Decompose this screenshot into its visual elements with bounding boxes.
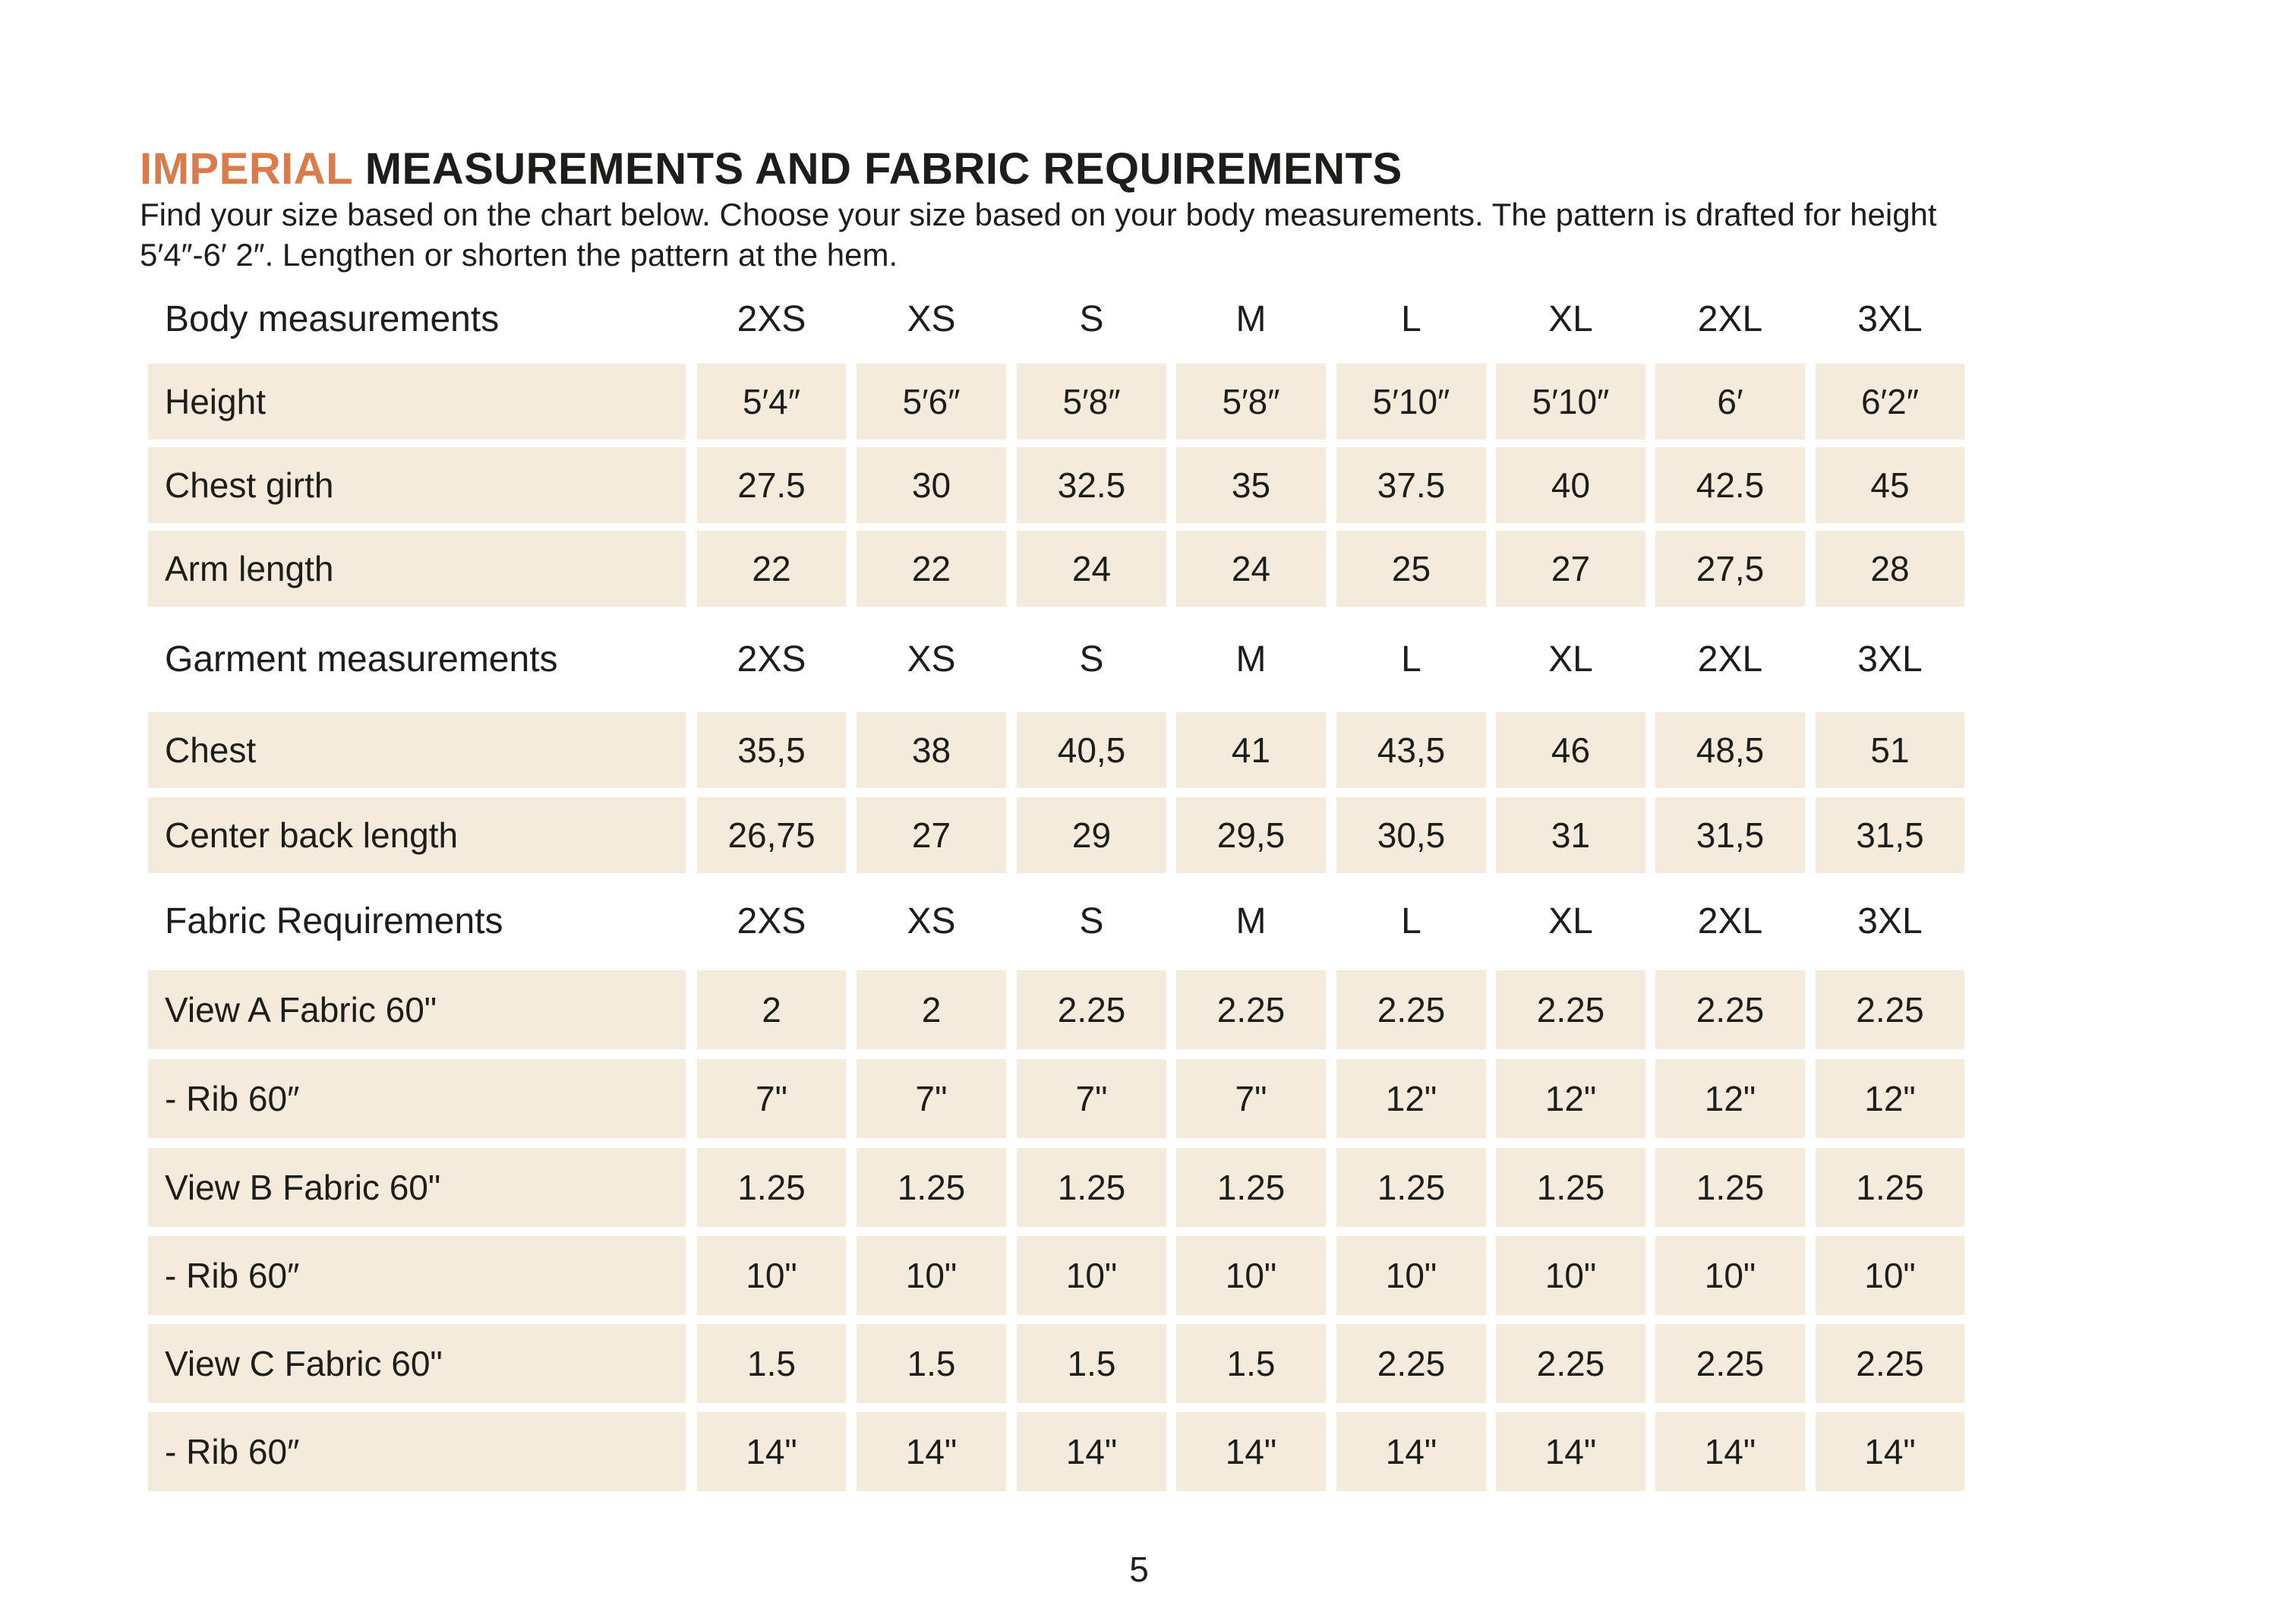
table-cell: 31,5 — [1816, 797, 1964, 873]
table-cell: 12" — [1655, 1059, 1805, 1138]
table-cell: 10" — [1176, 1236, 1326, 1315]
size-header: 2XL — [1697, 900, 1763, 941]
size-header: 3XL — [1857, 900, 1923, 941]
table-cell: 27 — [1496, 531, 1645, 607]
table-cell: 10" — [1017, 1236, 1166, 1315]
table-cell: 5′4″ — [697, 364, 846, 440]
title-rest: MEASUREMENTS AND FABRIC REQUIREMENTS — [352, 144, 1402, 194]
table-cell: 1.5 — [1017, 1324, 1166, 1403]
table-cell: 1.5 — [697, 1324, 846, 1403]
table-cell: 43,5 — [1336, 712, 1486, 788]
table-cell: 2.25 — [1655, 1324, 1805, 1403]
table-cell: 14" — [857, 1412, 1006, 1491]
row-label: Chest — [148, 712, 686, 788]
table-cell: 6′2″ — [1816, 364, 1964, 440]
section-heading: Body measurements — [165, 298, 500, 339]
table-cell: 37.5 — [1336, 447, 1486, 523]
table-cell: 1.25 — [697, 1148, 846, 1227]
size-header: 2XS — [737, 639, 806, 680]
row-label: - Rib 60″ — [148, 1412, 686, 1491]
table-cell: 46 — [1496, 712, 1645, 788]
table-cell: 1.25 — [1655, 1148, 1805, 1227]
table-cell: 1.5 — [1176, 1324, 1326, 1403]
table-cell: 14" — [1496, 1412, 1645, 1491]
row-label: View B Fabric 60" — [148, 1148, 686, 1227]
table-cell: 2 — [857, 970, 1006, 1049]
size-header: S — [1079, 298, 1104, 339]
intro-text — [140, 194, 2129, 273]
table-cell: 2.25 — [1017, 970, 1166, 1049]
size-header: L — [1401, 900, 1421, 941]
section-heading: Garment measurements — [165, 639, 558, 680]
size-header: S — [1079, 900, 1104, 941]
size-header: XL — [1548, 298, 1593, 339]
table-cell: 12" — [1816, 1059, 1964, 1138]
row-label: View C Fabric 60" — [148, 1324, 686, 1403]
table-cell: 1.25 — [857, 1148, 1006, 1227]
table-cell: 28 — [1816, 531, 1964, 607]
size-header: XS — [907, 900, 956, 941]
table-cell: 41 — [1176, 712, 1326, 788]
row-label: Arm length — [148, 531, 686, 607]
table-cell: 14" — [1336, 1412, 1486, 1491]
table-cell: 48,5 — [1655, 712, 1805, 788]
table-cell: 27 — [857, 797, 1006, 873]
table-cell: 2.25 — [1496, 970, 1645, 1049]
row-label: Chest girth — [148, 447, 686, 523]
row-label: Height — [148, 364, 686, 440]
table-cell: 24 — [1176, 531, 1326, 607]
table-cell: 32.5 — [1017, 447, 1166, 523]
table-cell: 1.25 — [1017, 1148, 1166, 1227]
table-cell: 10" — [857, 1236, 1006, 1315]
table-cell: 2.25 — [1496, 1324, 1645, 1403]
row-label: Center back length — [148, 797, 686, 873]
table-cell: 2.25 — [1655, 970, 1805, 1049]
table-cell: 22 — [857, 531, 1006, 607]
page-title — [140, 143, 1402, 196]
table-cell: 2.25 — [1816, 970, 1964, 1049]
table-cell: 10" — [1816, 1236, 1964, 1315]
table-cell: 29,5 — [1176, 797, 1326, 873]
table-cell: 5′10″ — [1496, 364, 1645, 440]
table-cell: 10" — [1496, 1236, 1645, 1315]
size-header: 2XS — [737, 900, 806, 941]
table-cell: 14" — [1017, 1412, 1166, 1491]
size-header: S — [1079, 639, 1104, 680]
table-cell: 1.25 — [1176, 1148, 1326, 1227]
size-header: M — [1235, 298, 1267, 339]
table-cell: 40,5 — [1017, 712, 1166, 788]
table-cell: 29 — [1017, 797, 1166, 873]
size-header: 3XL — [1857, 298, 1923, 339]
title-accent: IMPERIAL — [140, 144, 353, 194]
table-cell: 30,5 — [1336, 797, 1486, 873]
size-header: XL — [1548, 900, 1593, 941]
size-header: 2XS — [737, 298, 806, 339]
table-cell: 14" — [697, 1412, 846, 1491]
table-cell: 7" — [697, 1059, 846, 1138]
intro-line: Find your size based on the chart below. Choose your size based on your body measurements. The pattern is drafted for height — [140, 197, 1937, 232]
size-header: 3XL — [1857, 639, 1923, 680]
table-cell: 7" — [1017, 1059, 1166, 1138]
table-cell: 5′6″ — [857, 364, 1006, 440]
table-cell: 14" — [1655, 1412, 1805, 1491]
table-cell: 2.25 — [1176, 970, 1326, 1049]
table-cell: 2.25 — [1336, 970, 1486, 1049]
table-cell: 1.25 — [1496, 1148, 1645, 1227]
table-cell: 10" — [697, 1236, 846, 1315]
size-header: XS — [907, 639, 956, 680]
table-cell: 6′ — [1655, 364, 1805, 440]
table-cell: 45 — [1816, 447, 1964, 523]
table-cell: 35 — [1176, 447, 1326, 523]
size-header: XS — [907, 298, 956, 339]
table-cell: 7" — [857, 1059, 1006, 1138]
table-cell: 2 — [697, 970, 846, 1049]
table-cell: 5′10″ — [1336, 364, 1486, 440]
table-cell: 1.5 — [857, 1324, 1006, 1403]
row-label: - Rib 60″ — [148, 1236, 686, 1315]
table-cell: 27.5 — [697, 447, 846, 523]
table-cell: 2.25 — [1816, 1324, 1964, 1403]
table-cell: 35,5 — [697, 712, 846, 788]
size-header: M — [1235, 900, 1267, 941]
size-header: M — [1235, 639, 1267, 680]
table-cell: 2.25 — [1336, 1324, 1486, 1403]
table-cell: 5′8″ — [1176, 364, 1326, 440]
table-cell: 22 — [697, 531, 846, 607]
table-cell: 7" — [1176, 1059, 1326, 1138]
table-cell: 30 — [857, 447, 1006, 523]
size-header: XL — [1548, 639, 1593, 680]
table-cell: 31,5 — [1655, 797, 1805, 873]
table-cell: 26,75 — [697, 797, 846, 873]
table-cell: 25 — [1336, 531, 1486, 607]
table-cell: 31 — [1496, 797, 1645, 873]
row-label: View A Fabric 60" — [148, 970, 686, 1049]
row-label: - Rib 60″ — [148, 1059, 686, 1138]
size-header: L — [1401, 298, 1421, 339]
table-cell: 14" — [1816, 1412, 1964, 1491]
table-cell: 40 — [1496, 447, 1645, 523]
section-heading: Fabric Requirements — [165, 900, 503, 941]
table-cell: 24 — [1017, 531, 1166, 607]
table-cell: 10" — [1655, 1236, 1805, 1315]
table-cell: 12" — [1496, 1059, 1645, 1138]
table-cell: 14" — [1176, 1412, 1326, 1491]
intro-line: 5′4″-6′ 2″. Lengthen or shorten the pattern at the hem. — [140, 237, 898, 273]
table-cell: 51 — [1816, 712, 1964, 788]
table-cell: 1.25 — [1336, 1148, 1486, 1227]
page-number: 5 — [1129, 1550, 1149, 1589]
table-cell: 5′8″ — [1017, 364, 1166, 440]
table-cell: 10" — [1336, 1236, 1486, 1315]
size-header: 2XL — [1697, 639, 1763, 680]
table-cell: 27,5 — [1655, 531, 1805, 607]
table-cell: 12" — [1336, 1059, 1486, 1138]
table-cell: 42.5 — [1655, 447, 1805, 523]
table-cell: 38 — [857, 712, 1006, 788]
size-header: L — [1401, 639, 1421, 680]
size-header: 2XL — [1697, 298, 1763, 339]
table-cell: 1.25 — [1816, 1148, 1964, 1227]
